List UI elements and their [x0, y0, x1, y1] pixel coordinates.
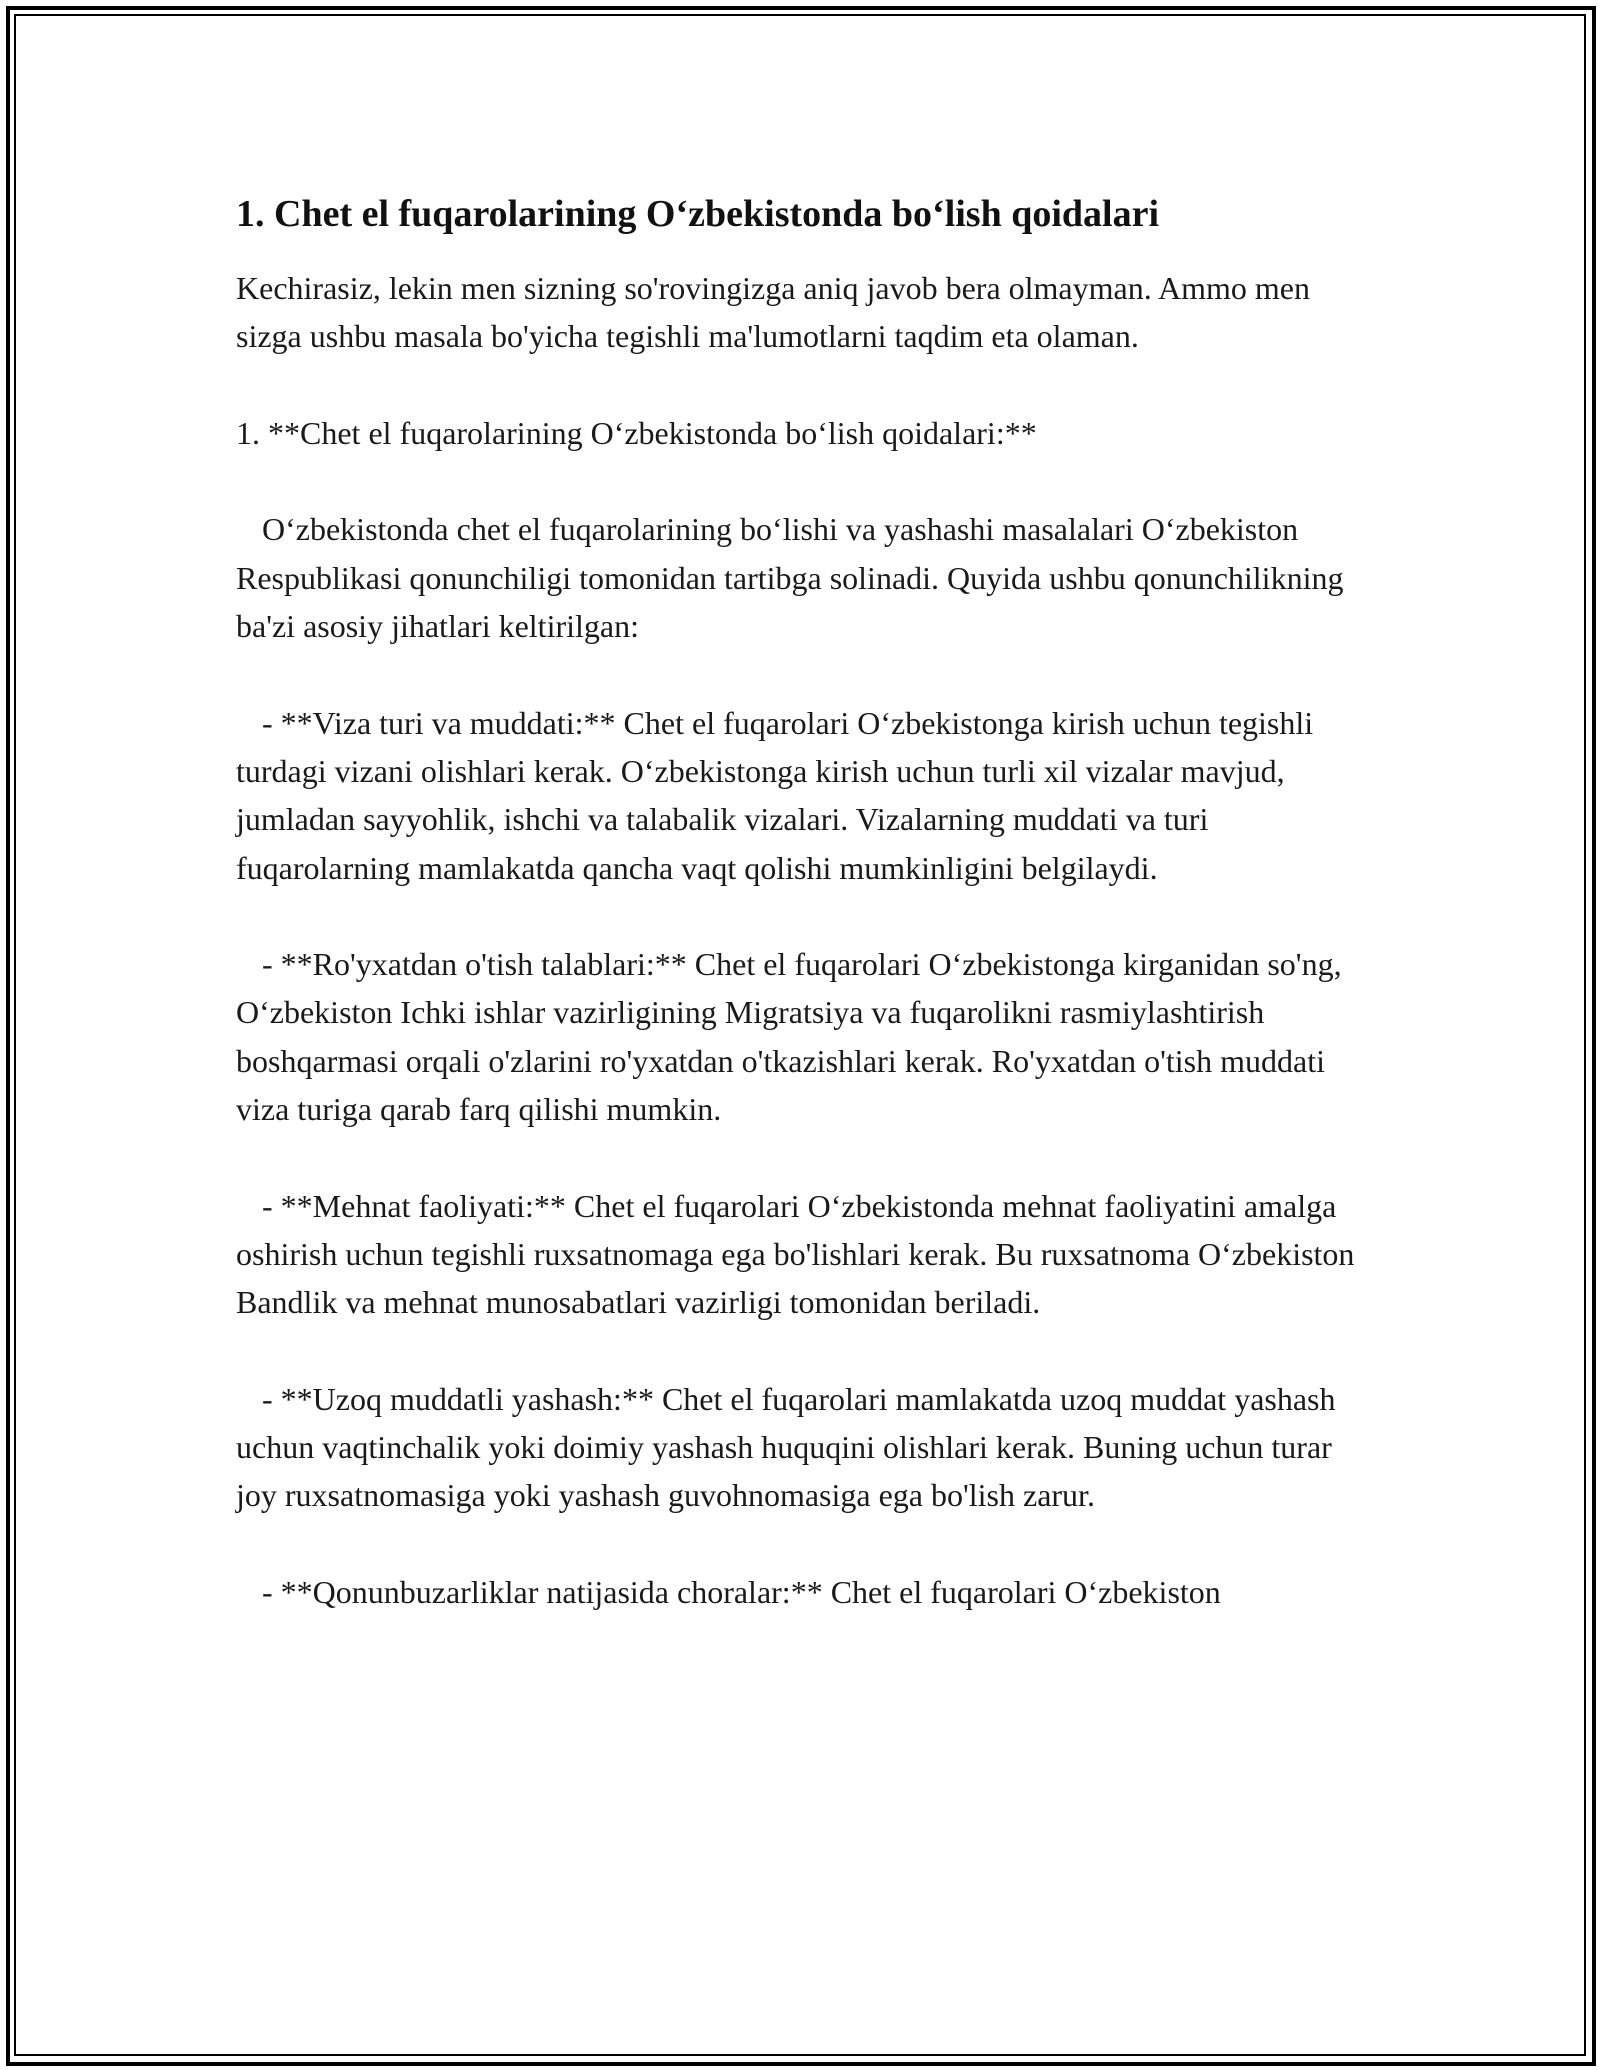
list-item-labor	[236, 1182, 1371, 1327]
list-item-violations	[236, 1568, 1371, 1616]
list-item-text: - **Qonunbuzarliklar natijasida choralar:** Chet el fuqarolari O‘zbekiston	[262, 1574, 1221, 1611]
document-heading: 1. Chet el fuqarolarining O‘zbekistonda bo‘lish qoidalari	[236, 193, 1160, 235]
list-item-text: - **Uzoq muddatli yashash:** Chet el fuqarolari mamlakatda uzoq muddat yashash uchun vaqtinchalik yoki doimiy yashash huquqini olishlari kerak. Buning uchun turar joy ruxsatnomasiga yoki yashash guvohnomasiga ega bo'lish zarur.	[236, 1380, 1344, 1514]
paragraph-gap	[236, 1327, 1371, 1375]
paragraph-gap	[236, 457, 1371, 505]
list-item-visa	[236, 699, 1371, 892]
list-item-text: - **Viza turi va muddati:** Chet el fuqarolari O‘zbekistonga kirish uchun tegishli turdagi vizani olishlari kerak. O‘zbekistonga kirish uchun turli xil vizalar mavjud, jumladan sayyohlik, ishchi va talabalik vizalari. Vizalarning muddati va turi fuqarolarning mamlakatda qancha vaqt qolishi mumkinligini belgilaydi.	[236, 704, 1322, 886]
document-body	[236, 184, 1371, 1616]
paragraph-gap	[236, 361, 1371, 409]
paragraph-gap	[236, 1520, 1371, 1568]
paragraph-gap	[236, 892, 1371, 940]
list-item-text: - **Mehnat faoliyati:** Chet el fuqarolari O‘zbekistonda mehnat faoliyatini amalga oshirish uchun tegishli ruxsatnomaga ega bo'lishlari kerak. Bu ruxsatnoma O‘zbekiston Bandlik va mehnat munosabatlari vazirligi tomonidan beriladi.	[236, 1187, 1363, 1321]
paragraph-gap	[236, 650, 1371, 698]
intro-paragraph: Kechirasiz, lekin men sizning so'rovingizga aniq javob bera olmayman. Ammo men sizga ushbu masala bo'yicha tegishli ma'lumotlarni taqdim eta olaman.	[236, 270, 1318, 355]
section-title: 1. **Chet el fuqarolarining O‘zbekistonda bo‘lish qoidalari:**	[236, 414, 1037, 451]
paragraph-gap	[236, 1133, 1371, 1181]
list-item-residence	[236, 1375, 1371, 1520]
list-item-text: - **Ro'yxatdan o'tish talablari:** Chet el fuqarolari O‘zbekistonga kirganidan so'ng, O‘zbekiston Ichki ishlar vazirligining Migratsiya va fuqarolikni rasmiylashtirish boshqarmasi orqali o'zlarini ro'yxatdan o'tkazishlari kerak. Ro'yxatdan o'tish muddati viza turiga qarab farq qilishi mumkin.	[236, 946, 1350, 1128]
list-item-registration	[236, 940, 1371, 1133]
section-intro-text: O‘zbekistonda chet el fuqarolarining bo‘lishi va yashashi masalalari O‘zbekiston Respublikasi qonunchiligi tomonidan tartibga solinadi. Quyida ushbu qonunchilikning ba'zi asosiy jihatlari keltirilgan:	[236, 511, 1352, 645]
section-intro	[236, 505, 1371, 650]
